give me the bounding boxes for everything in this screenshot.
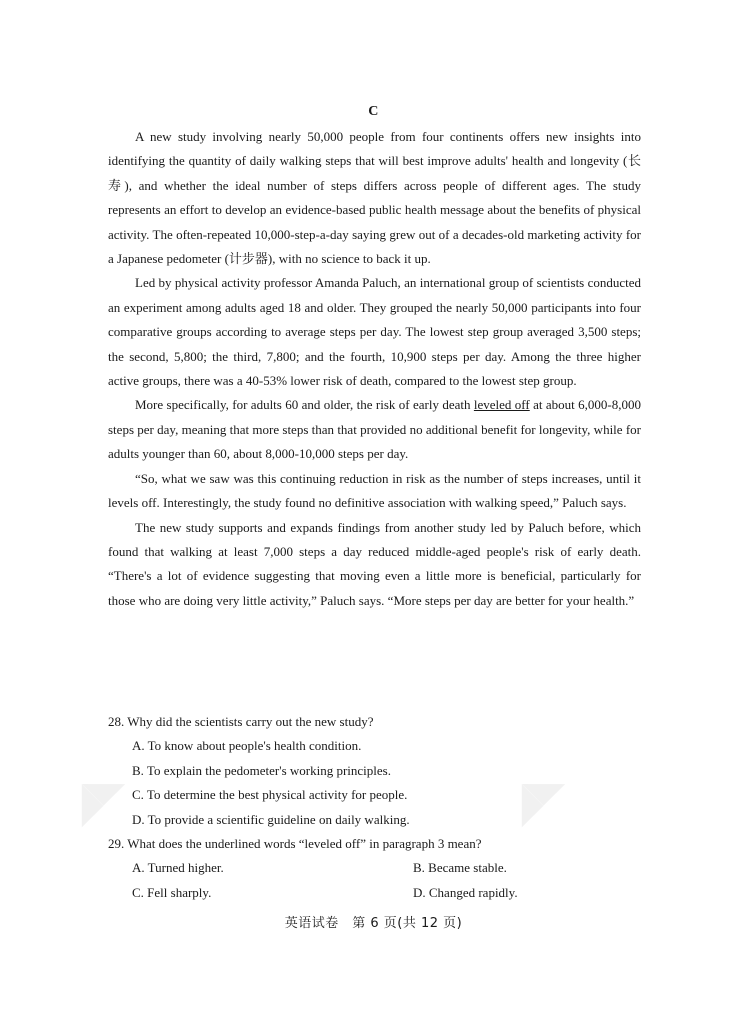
paragraph-3 xyxy=(108,393,641,466)
watermark-mark: ◢◣ xyxy=(52,754,129,832)
paragraph-5: The new study supports and expands findings from another study led by Paluch before, which found that walking at least 7,000 steps a day reduced middle-aged people's risk of early death. “There's a lot of evidence suggesting that moving even a little more is beneficial, particularly for those who are doing very little activity,” Paluch says. “More steps per day are better for your health.” xyxy=(108,519,641,608)
question-stem: 28. Why did the scientists carry out the new study? xyxy=(108,714,374,729)
section-label: C xyxy=(368,104,379,119)
paragraph-2: Led by physical activity professor Amanda Paluch, an international group of scientists conducted an experiment among adults aged 18 and older. They grouped the nearly 50,000 participants into four comparative groups according to average steps per day. The lowest step group averaged 3,500 steps; the second, 5,800; the third, 7,800; and the fourth, 10,900 steps per day. Among the three higher active groups, there was a 40-53% lower risk of death, compared to the lowest step group. xyxy=(108,275,641,389)
option-c[interactable]: C. To determine the best physical activity for people. xyxy=(132,787,408,803)
question-stem: 29. What does the underlined words “leveled off” in paragraph 3 mean? xyxy=(108,836,482,852)
option-a[interactable]: A. To know about people's health condition. xyxy=(132,738,362,754)
paragraph-1: A new study involving nearly 50,000 people from four continents offers new insights into identifying the quantity of daily walking steps that will best improve adults' health and longevity (长寿), and whether the ideal number of steps differs across people of different ages. The study represents an effort to develop an evidence-based public health message about the benefits of physical activity. The often-repeated 10,000-step-a-day saying grew out of a decades-old marketing activity for a Japanese pedometer (计步器), with no science to back it up. xyxy=(108,129,641,267)
underlined-phrase: leveled off xyxy=(473,397,530,413)
watermark-mark: ◢◣ xyxy=(492,754,569,832)
question-29 xyxy=(108,832,641,905)
option-c[interactable]: C. Fell sharply. xyxy=(132,884,212,900)
option-d[interactable]: D. To provide a scientific guideline on daily walking. xyxy=(132,811,410,827)
option-b[interactable]: B. To explain the pedometer's working principles. xyxy=(132,762,391,778)
questions-block xyxy=(108,710,641,905)
option-b[interactable]: B. Became stable. xyxy=(413,860,507,876)
options-row xyxy=(108,856,641,880)
options-row xyxy=(108,881,641,905)
page-footer: 英语试卷 第 6 页(共 12 页) xyxy=(284,916,463,931)
paragraph-4: “So, what we saw was this continuing reduction in risk as the number of steps increases, until it levels off. Interestingly, the study found no definitive association with walking speed,” Paluch says. xyxy=(108,470,641,511)
option-d[interactable]: D. Changed rapidly. xyxy=(413,884,518,900)
paragraph-3-text-start: More specifically, for adults 60 and older, the risk of early death xyxy=(135,397,474,413)
reading-passage xyxy=(108,125,641,613)
question-28 xyxy=(108,710,641,832)
option-a[interactable]: A. Turned higher. xyxy=(132,860,224,876)
paragraph-3-text-end: at about 6,000-8,000 steps per day, meaning that more steps than that provided no additional benefit for longevity, while for adults younger than 60, about 8,000-10,000 steps per day. xyxy=(108,397,641,462)
